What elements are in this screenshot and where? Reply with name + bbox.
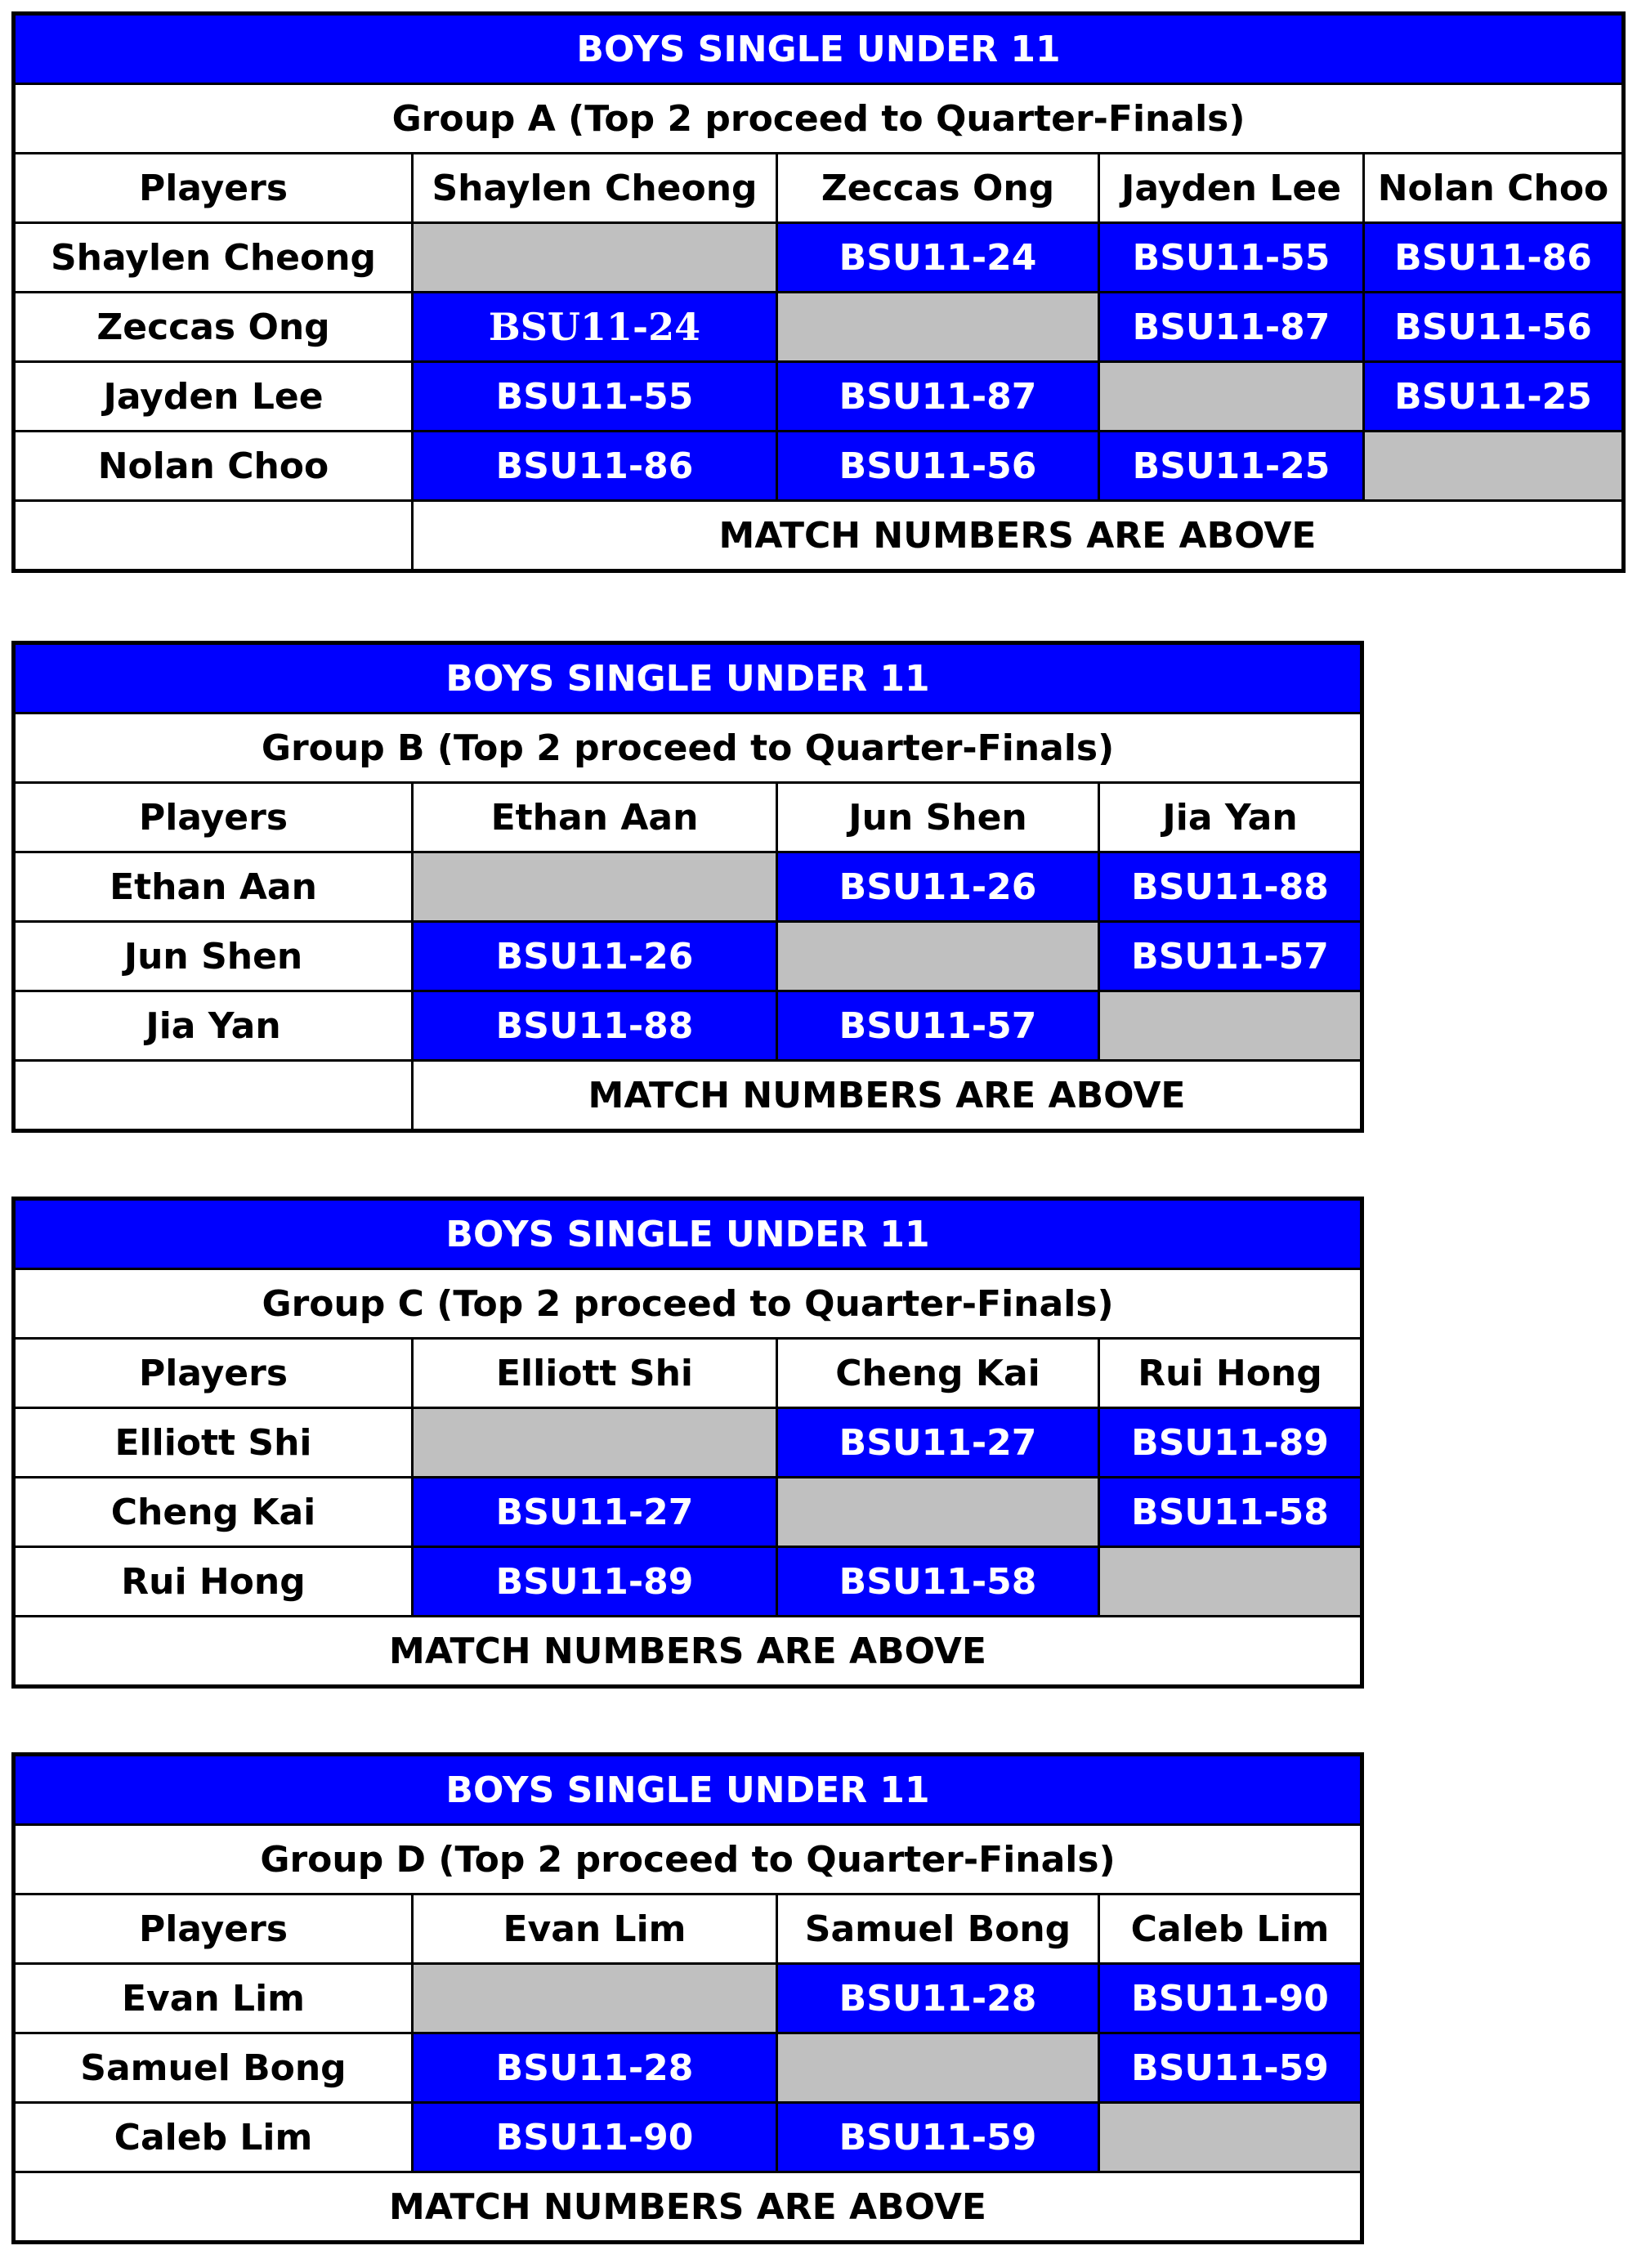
- group-subtitle: Group C (Top 2 proceed to Quarter-Finals): [14, 1269, 1362, 1339]
- empty-cell: [777, 2033, 1099, 2103]
- match-cell: BSU11-58: [1099, 1478, 1362, 1547]
- match-cell: BSU11-55: [413, 362, 777, 432]
- group-c-table: [11, 1197, 1364, 1689]
- row-player: Samuel Bong: [14, 2033, 413, 2103]
- match-cell: BSU11-25: [1364, 362, 1624, 432]
- match-cell: BSU11-59: [777, 2103, 1099, 2172]
- match-cell: BSU11-89: [413, 1547, 777, 1617]
- group-title: BOYS SINGLE UNDER 11: [14, 14, 1624, 84]
- group-subtitle: Group D (Top 2 proceed to Quarter-Finals): [14, 1825, 1362, 1894]
- row-player: Rui Hong: [14, 1547, 413, 1617]
- row-player: Zeccas Ong: [14, 293, 413, 362]
- column-header: Ethan Aan: [413, 783, 777, 852]
- footer-note: MATCH NUMBERS ARE ABOVE: [14, 2172, 1362, 2243]
- players-header: Players: [14, 1339, 413, 1408]
- match-cell: BSU11-24: [413, 293, 777, 362]
- row-player: Evan Lim: [14, 1964, 413, 2033]
- group-d-table: [11, 1752, 1364, 2244]
- match-cell: BSU11-86: [1364, 223, 1624, 293]
- players-header: Players: [14, 783, 413, 852]
- match-cell: BSU11-59: [1099, 2033, 1362, 2103]
- match-cell: BSU11-56: [777, 432, 1099, 501]
- group-title: BOYS SINGLE UNDER 11: [14, 1755, 1362, 1825]
- column-header: Cheng Kai: [777, 1339, 1099, 1408]
- empty-cell: [1099, 991, 1362, 1061]
- footer-blank-cell: [14, 1061, 413, 1131]
- match-cell: BSU11-27: [413, 1478, 777, 1547]
- match-cell: BSU11-87: [777, 362, 1099, 432]
- match-cell: BSU11-90: [413, 2103, 777, 2172]
- match-cell: BSU11-57: [777, 991, 1099, 1061]
- empty-cell: [1099, 362, 1364, 432]
- row-player: Ethan Aan: [14, 852, 413, 922]
- match-cell: BSU11-88: [413, 991, 777, 1061]
- row-player: Nolan Choo: [14, 432, 413, 501]
- match-cell: BSU11-56: [1364, 293, 1624, 362]
- row-player: Shaylen Cheong: [14, 223, 413, 293]
- match-cell: BSU11-86: [413, 432, 777, 501]
- players-header: Players: [14, 1894, 413, 1964]
- column-header: Jun Shen: [777, 783, 1099, 852]
- match-cell: BSU11-28: [413, 2033, 777, 2103]
- column-header: Elliott Shi: [413, 1339, 777, 1408]
- group-subtitle: Group A (Top 2 proceed to Quarter-Finals): [14, 84, 1624, 154]
- column-header: Nolan Choo: [1364, 154, 1624, 223]
- group-b-table: [11, 641, 1364, 1133]
- empty-cell: [777, 293, 1099, 362]
- match-cell: BSU11-57: [1099, 922, 1362, 991]
- match-cell: BSU11-28: [777, 1964, 1099, 2033]
- players-header: Players: [14, 154, 413, 223]
- match-cell: BSU11-58: [777, 1547, 1099, 1617]
- group-a-table: [11, 11, 1626, 573]
- empty-cell: [413, 1964, 777, 2033]
- match-cell: BSU11-24: [777, 223, 1099, 293]
- column-header: Jayden Lee: [1099, 154, 1364, 223]
- empty-cell: [1364, 432, 1624, 501]
- footer-note: MATCH NUMBERS ARE ABOVE: [413, 501, 1624, 571]
- column-header: Zeccas Ong: [777, 154, 1099, 223]
- row-player: Caleb Lim: [14, 2103, 413, 2172]
- match-cell: BSU11-55: [1099, 223, 1364, 293]
- footer-blank-cell: [14, 501, 413, 571]
- column-header: Evan Lim: [413, 1894, 777, 1964]
- column-header: Samuel Bong: [777, 1894, 1099, 1964]
- column-header: Jia Yan: [1099, 783, 1362, 852]
- empty-cell: [413, 223, 777, 293]
- row-player: Jun Shen: [14, 922, 413, 991]
- match-cell: BSU11-27: [777, 1408, 1099, 1478]
- row-player: Jia Yan: [14, 991, 413, 1061]
- column-header: Caleb Lim: [1099, 1894, 1362, 1964]
- empty-cell: [777, 1478, 1099, 1547]
- row-player: Cheng Kai: [14, 1478, 413, 1547]
- footer-note: MATCH NUMBERS ARE ABOVE: [14, 1617, 1362, 1687]
- match-cell: BSU11-26: [413, 922, 777, 991]
- match-cell: BSU11-90: [1099, 1964, 1362, 2033]
- match-cell: BSU11-25: [1099, 432, 1364, 501]
- match-cell: BSU11-89: [1099, 1408, 1362, 1478]
- empty-cell: [413, 1408, 777, 1478]
- match-cell: BSU11-87: [1099, 293, 1364, 362]
- match-cell: BSU11-88: [1099, 852, 1362, 922]
- group-title: BOYS SINGLE UNDER 11: [14, 643, 1362, 714]
- row-player: Jayden Lee: [14, 362, 413, 432]
- match-cell: BSU11-26: [777, 852, 1099, 922]
- row-player: Elliott Shi: [14, 1408, 413, 1478]
- column-header: Rui Hong: [1099, 1339, 1362, 1408]
- footer-note: MATCH NUMBERS ARE ABOVE: [413, 1061, 1362, 1131]
- empty-cell: [413, 852, 777, 922]
- empty-cell: [777, 922, 1099, 991]
- group-title: BOYS SINGLE UNDER 11: [14, 1199, 1362, 1269]
- group-subtitle: Group B (Top 2 proceed to Quarter-Finals): [14, 714, 1362, 783]
- column-header: Shaylen Cheong: [413, 154, 777, 223]
- empty-cell: [1099, 1547, 1362, 1617]
- empty-cell: [1099, 2103, 1362, 2172]
